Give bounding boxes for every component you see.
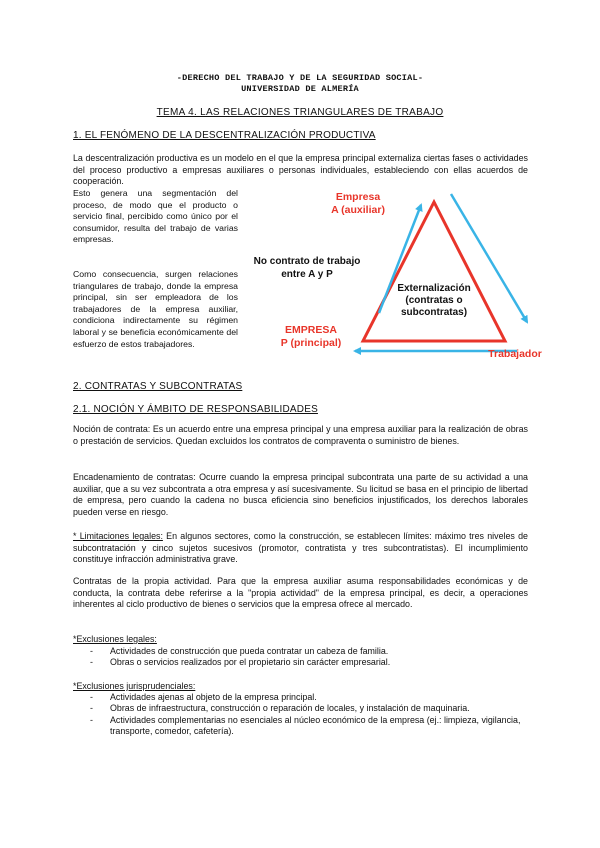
list-item: - Obras de infraestructura, construcción o reparación de locales, y instalación de maquinaria. bbox=[88, 703, 528, 714]
nocion-text: Es un acuerdo entre una empresa principal y una empresa auxiliar para la realización de obras o prestación de servicios. Quedan excluidos los contratos de compraventa o suministro de bienes. bbox=[73, 424, 528, 446]
label-a-auxiliar: A (auxiliar) bbox=[331, 204, 385, 216]
limitaciones-text: En algunos sectores, como la construcción, se establecen límites: máximo tres niveles de subcontratación y cinco sujetos sucesivos (promotor, contratista y tres subcontratistas). El incumplimiento constituye infracción administrativa grave. bbox=[73, 531, 528, 565]
label-subcontratas: subcontratas) bbox=[400, 307, 468, 318]
exclusiones-legales-title-text: *Exclusiones legales: bbox=[73, 634, 157, 644]
red-triangle bbox=[363, 202, 505, 341]
list-item: - Actividades ajenas al objeto de la empresa principal. bbox=[88, 692, 528, 703]
label-empresa-p: EMPRESA bbox=[285, 324, 337, 336]
label-contratas-o: (contratas o bbox=[405, 295, 463, 306]
header-line-1: -DERECHO DEL TRABAJO Y DE LA SEGURIDAD SOCIAL- bbox=[176, 73, 424, 83]
section-1-intro: La descentralización productiva es un modelo en el que la empresa principal externaliza ciertas fases o actividades del proceso productivo a empresas auxiliares o personas individuales, estableciendo con ellas acuerdos de cooperación. bbox=[73, 153, 528, 187]
list-item: - Actividades complementarias no esenciales al núcleo económico de la empresa (ej.: limpieza, vigilancia, transporte, comedor, cafetería). bbox=[88, 715, 528, 738]
exclusiones-legales-list bbox=[88, 646, 528, 669]
section-1-col-text-2: Como consecuencia, surgen relaciones triangulares de trabajo, donde la empresa principal, sin ser empleadora de los trabajadores de la empresa auxiliar, condiciona indirectamente su régimen laboral y se beneficia económicamente del esfuerzo de estos trabajadores. bbox=[73, 269, 238, 349]
propia-actividad-paragraph: Contratas de la propia actividad. Para que la empresa auxiliar asuma responsabilidades económicas y de conducta, la contrata debe referirse a la "propia actividad" de la empresa principal, es decir, a operaciones inherentes al ciclo productivo de bienes o servicios que la empresa ofrece al mercado. bbox=[73, 576, 528, 610]
page-title: TEMA 4. LAS RELACIONES TRIANGULARES DE TRABAJO bbox=[156, 107, 444, 118]
list-item: - Obras o servicios realizados por el propietario sin carácter empresarial. bbox=[88, 657, 528, 668]
exclusiones-legales-title bbox=[73, 634, 528, 646]
limitaciones-paragraph bbox=[73, 531, 528, 566]
section-1-title: 1. EL FENÓMENO DE LA DESCENTRALIZACIÓN PRODUCTIVA bbox=[73, 130, 376, 141]
nocion-label: Noción de contrata: bbox=[73, 424, 151, 434]
header-line-2: UNIVERSIDAD DE ALMERÍA bbox=[241, 84, 359, 94]
label-p-principal: P (principal) bbox=[280, 337, 342, 349]
section-2-1-title-text: 2.1. NOCIÓN Y ÁMBITO DE RESPONSABILIDADES bbox=[73, 404, 318, 415]
encadenamiento-text: Ocurre cuando la empresa principal subcontrata una parte de su actividad a una auxiliar, que a su vez subcontrata a otra empresa y así sucesivamente. Su licitud se basa en el principio de libertad de empresa, pero cuando la cadena no busca eficiencia sino beneficios injustificados, los derechos laborales pueden verse en riesgo. bbox=[73, 472, 528, 517]
triangle-diagram bbox=[245, 180, 545, 370]
section-1-col-text-1: Esto genera una segmentación del proceso, de modo que el producto o servicio final, percibido como único por el consumidor, resulta del trabajo de varias empresas. bbox=[73, 188, 238, 245]
section-2-title-text: 2. CONTRATAS Y SUBCONTRATAS bbox=[73, 381, 243, 392]
label-trabajador: Trabajador bbox=[488, 348, 542, 360]
exclusiones-juris-title bbox=[73, 681, 528, 693]
section-2-1-title bbox=[73, 404, 318, 415]
section-2-title bbox=[73, 381, 242, 392]
nocion-contrata-paragraph bbox=[73, 424, 528, 447]
encadenamiento-paragraph bbox=[73, 472, 528, 518]
exclusiones-juris-list bbox=[88, 692, 528, 738]
label-no-contrato: No contrato de trabajo bbox=[253, 256, 361, 267]
encadenamiento-label: Encadenamiento de contratas: bbox=[73, 472, 196, 482]
list-item: - Actividades de construcción que pueda contratar un cabeza de familia. bbox=[88, 646, 528, 657]
label-empresa: Empresa bbox=[335, 191, 381, 203]
limitaciones-label: * Limitaciones legales: bbox=[73, 531, 163, 541]
label-entre-a-p: entre A y P bbox=[281, 269, 333, 280]
label-externalizacion: Externalización bbox=[397, 283, 471, 294]
exclusiones-juris-title-text: *Exclusiones jurisprudenciales: bbox=[73, 681, 196, 691]
